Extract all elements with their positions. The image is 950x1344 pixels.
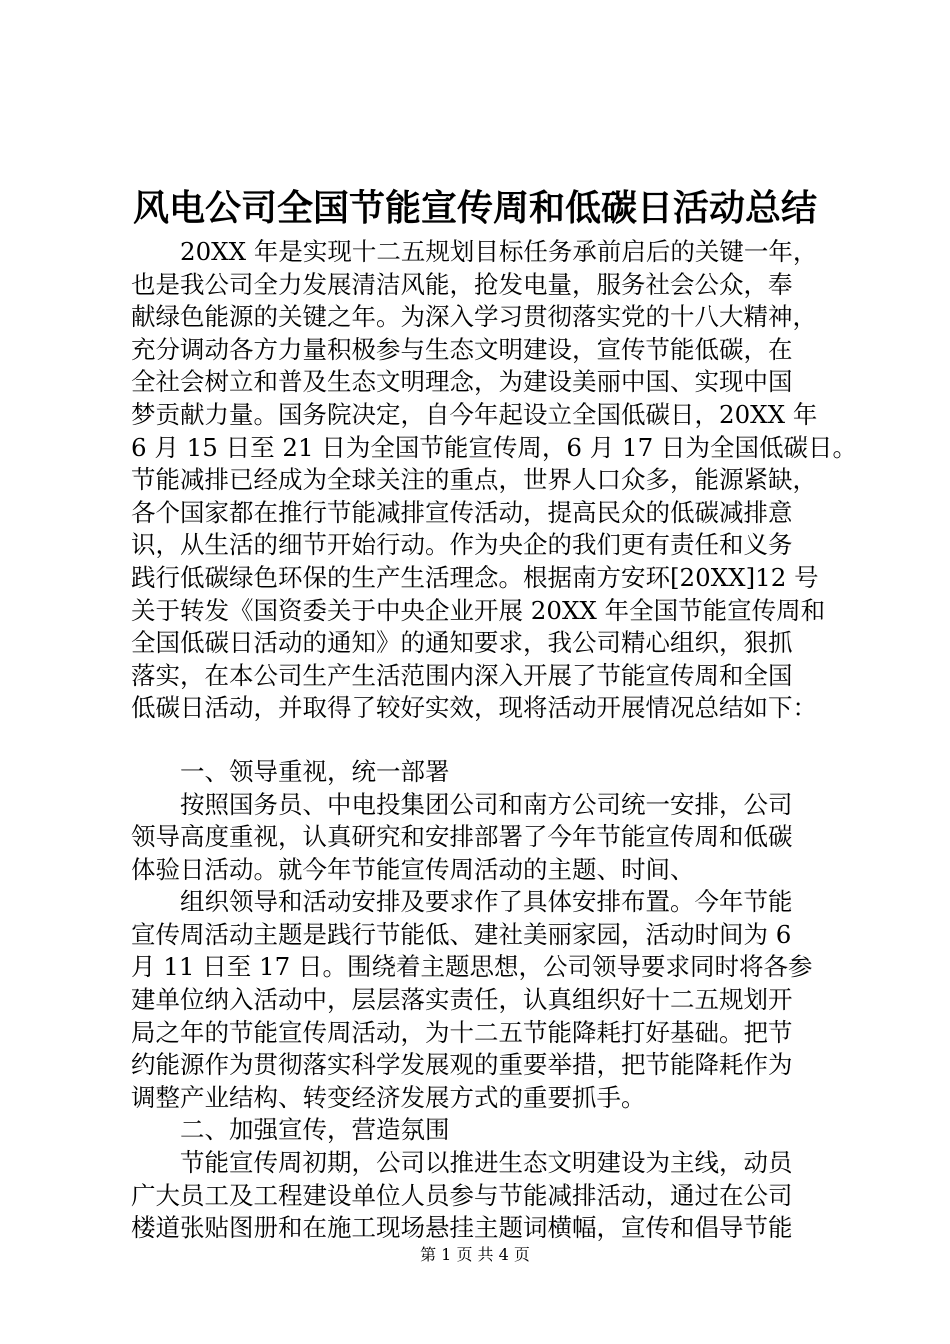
body-line: 低碳日活动，并取得了较好实效，现将活动开展情况总结如下： [131, 693, 817, 723]
body-line: 组织领导和活动安排及要求作了具体安排布置。今年节能 [180, 887, 793, 917]
body-line: 各个国家都在推行节能减排宣传活动，提高民众的低碳减排意 [131, 497, 793, 527]
body-line: 调整产业结构、转变经济发展方式的重要抓手。 [131, 1082, 646, 1112]
body-line: 广大员工及工程建设单位人员参与节能减排活动，通过在公司 [131, 1180, 793, 1210]
body-line: 局之年的节能宣传周活动，为十二五节能降耗打好基础。把节 [131, 1017, 793, 1047]
body-line: 20XX 年是实现十二五规划目标任务承前启后的关键一年， [180, 237, 818, 266]
body-line: 建单位纳入活动中，层层落实责任，认真组织好十二五规划开 [131, 985, 793, 1015]
body-line: 节能减排已经成为全球关注的重点，世界人口众多，能源紧缺， [131, 465, 817, 495]
body-line: 也是我公司全力发展清洁风能，抢发电量，服务社会公众，奉 [131, 269, 793, 299]
body-line: 按照国务员、中电投集团公司和南方公司统一安排，公司 [180, 789, 793, 819]
body-line: 充分调动各方力量积极参与生态文明建设，宣传节能低碳，在 [131, 334, 793, 364]
body-line: 楼道张贴图册和在施工现场悬挂主题词横幅，宣传和倡导节能 [131, 1213, 793, 1243]
body-line: 梦贡献力量。国务院决定，自今年起设立全国低碳日，20XX 年 [131, 399, 818, 429]
body-line: 落实，在本公司生产生活范围内深入开展了节能宣传周和全国 [131, 660, 793, 690]
body-line: 体验日活动。就今年节能宣传周活动的主题、时间、 [131, 854, 695, 884]
body-line: 全社会树立和普及生态文明理念，为建设美丽中国、实现中国 [131, 367, 793, 397]
body-line: 领导高度重视，认真研究和安排部署了今年节能宣传周和低碳 [131, 822, 793, 852]
section-heading: 一、领导重视，统一部署 [180, 756, 450, 786]
page-footer: 第 1 页 共 4 页 [420, 1245, 530, 1264]
body-line: 识，从生活的细节开始行动。作为央企的我们更有责任和义务 [131, 530, 793, 560]
section-heading: 二、加强宣传，营造氛围 [180, 1115, 450, 1145]
body-line: 月 11 日至 17 日。围绕着主题思想，公司领导要求同时将各参 [131, 952, 813, 982]
body-line: 践行低碳绿色环保的生产生活理念。根据南方安环[20XX]12 号 [131, 562, 819, 592]
body-line: 宣传周活动主题是践行节能低、建社美丽家园，活动时间为 6 [131, 919, 792, 949]
document-body [131, 236, 858, 1245]
body-line: 关于转发《国资委关于中央企业开展 20XX 年全国节能宣传周和 [131, 595, 826, 625]
body-line: 献绿色能源的关键之年。为深入学习贯彻落实党的十八大精神， [131, 302, 817, 332]
body-line: 节能宣传周初期，公司以推进生态文明建设为主线，动员 [180, 1148, 793, 1178]
body-line: 全国低碳日活动的通知》的通知要求，我公司精心组织，狠抓 [131, 628, 793, 658]
document-title: 风电公司全国节能宣传周和低碳日活动总结 [132, 187, 817, 229]
body-line: 约能源作为贯彻落实科学发展观的重要举措，把节能降耗作为 [131, 1050, 793, 1080]
body-line: 6 月 15 日至 21 日为全国节能宣传周，6 月 17 日为全国低碳日。 [131, 432, 858, 462]
